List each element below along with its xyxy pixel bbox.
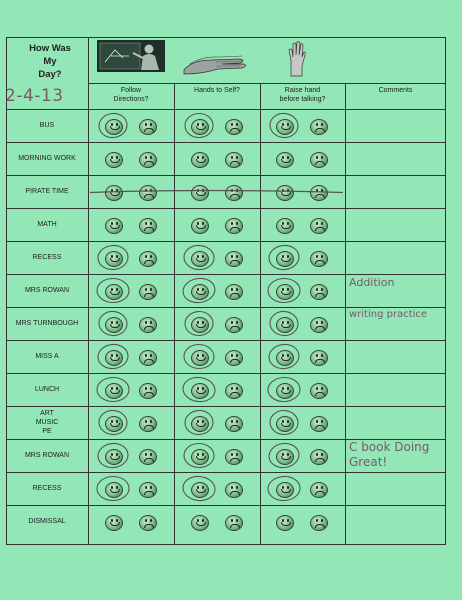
row-label: MRS ROWAN — [24, 452, 70, 459]
row-label: RECESS — [32, 485, 62, 492]
pencil-circle-mark — [184, 311, 213, 336]
row-label: MRS ROWAN — [24, 287, 70, 294]
pencil-circle-mark — [97, 244, 129, 270]
pencil-circle-mark — [184, 443, 214, 468]
pencil-circle-mark — [181, 276, 216, 304]
pencil-circle-mark — [185, 113, 213, 137]
pencil-circle-mark — [184, 410, 214, 436]
title-line-1: How Was — [29, 43, 71, 54]
column-header-hands-to-self: Hands to Self? — [194, 87, 240, 94]
pencil-circle-mark — [269, 112, 299, 139]
title-line-2: My — [43, 56, 57, 67]
pencil-circle-mark — [268, 278, 300, 303]
pencil-circle-mark — [97, 278, 129, 303]
pencil-circle-mark — [97, 476, 129, 501]
pencil-circle-mark — [183, 245, 214, 271]
comment-writing-practice: writing practice — [349, 309, 428, 320]
pencil-circle-mark — [269, 311, 299, 337]
row-label: BUS — [39, 122, 55, 129]
column-header-comments: Comments — [378, 87, 413, 94]
pencil-circle-mark — [268, 377, 301, 402]
row-label: MORNING WORK — [18, 155, 76, 162]
row-label: ART MUSIC PE — [35, 410, 59, 435]
row-label: PIRATE TIME — [25, 188, 69, 195]
pencil-circle-mark — [268, 343, 301, 370]
row-label: MRS TURNBOUGH — [15, 320, 79, 327]
handwritten-date: 2-4-13 — [5, 86, 64, 106]
pencil-circle-mark — [182, 376, 217, 404]
pencil-circle-mark — [267, 442, 300, 470]
pencil-strike-line — [90, 191, 343, 193]
row-label: RECESS — [32, 254, 62, 261]
row-label: MATH — [37, 221, 57, 228]
pencil-circle-mark — [97, 112, 128, 140]
pencil-circle-mark — [184, 344, 215, 369]
title-line-3: Day? — [38, 69, 62, 80]
comment-c-book-doing-great: C book Doing Great! — [349, 440, 430, 469]
pencil-circle-mark — [97, 442, 129, 469]
pencil-circle-mark — [97, 343, 129, 370]
pencil-circle-mark — [267, 476, 300, 502]
row-label: MISS A — [35, 353, 59, 360]
comment-addition: Addition — [349, 276, 395, 289]
pencil-circle-mark — [98, 409, 128, 435]
column-header-follow-directions: Follow Directions? — [113, 87, 149, 103]
pencil-circle-mark — [182, 475, 216, 502]
column-header-raise-hand: Raise hand before talking? — [279, 87, 326, 103]
pencil-circle-mark — [268, 244, 300, 271]
pencil-circle-mark — [97, 378, 129, 402]
row-label: DISMISSAL — [28, 518, 66, 525]
pencil-circle-mark — [269, 410, 298, 435]
pencil-circle-mark — [98, 310, 128, 337]
row-label: LUNCH — [34, 386, 60, 393]
